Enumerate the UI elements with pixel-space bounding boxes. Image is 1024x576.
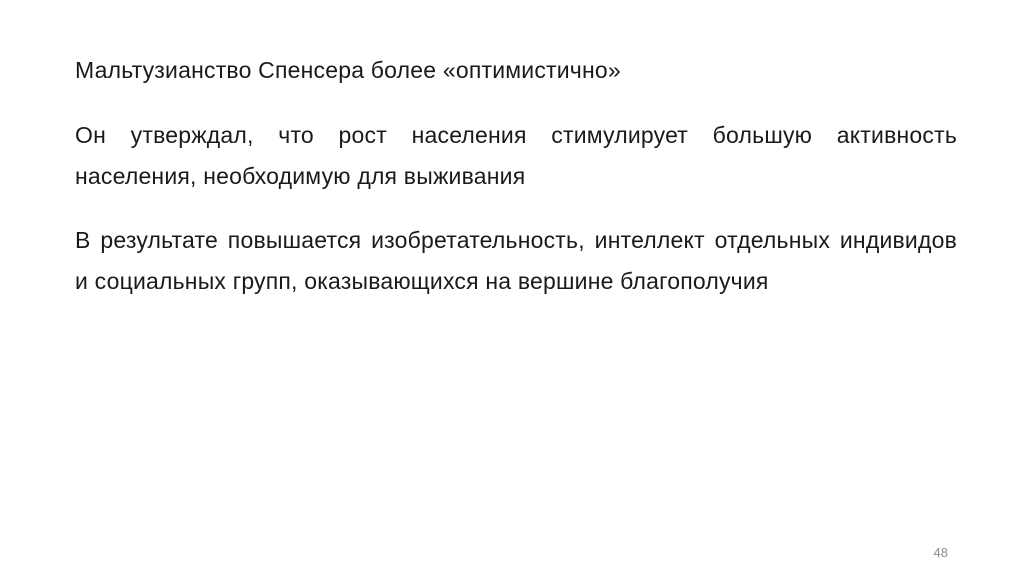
slide-content (75, 50, 957, 325)
slide-paragraph-1: Он утверждал, что рост населения стимулирует большую активность населения, необходимую для выживания (75, 122, 957, 189)
page-number: 48 (933, 545, 948, 560)
slide-title: Мальтузианство Спенсера более «оптимистично» (75, 57, 621, 83)
slide-paragraph-2: В результате повышается изобретательность, интеллект отдельных индивидов и социальных групп, оказывающихся на вершине благополучия (75, 227, 957, 294)
